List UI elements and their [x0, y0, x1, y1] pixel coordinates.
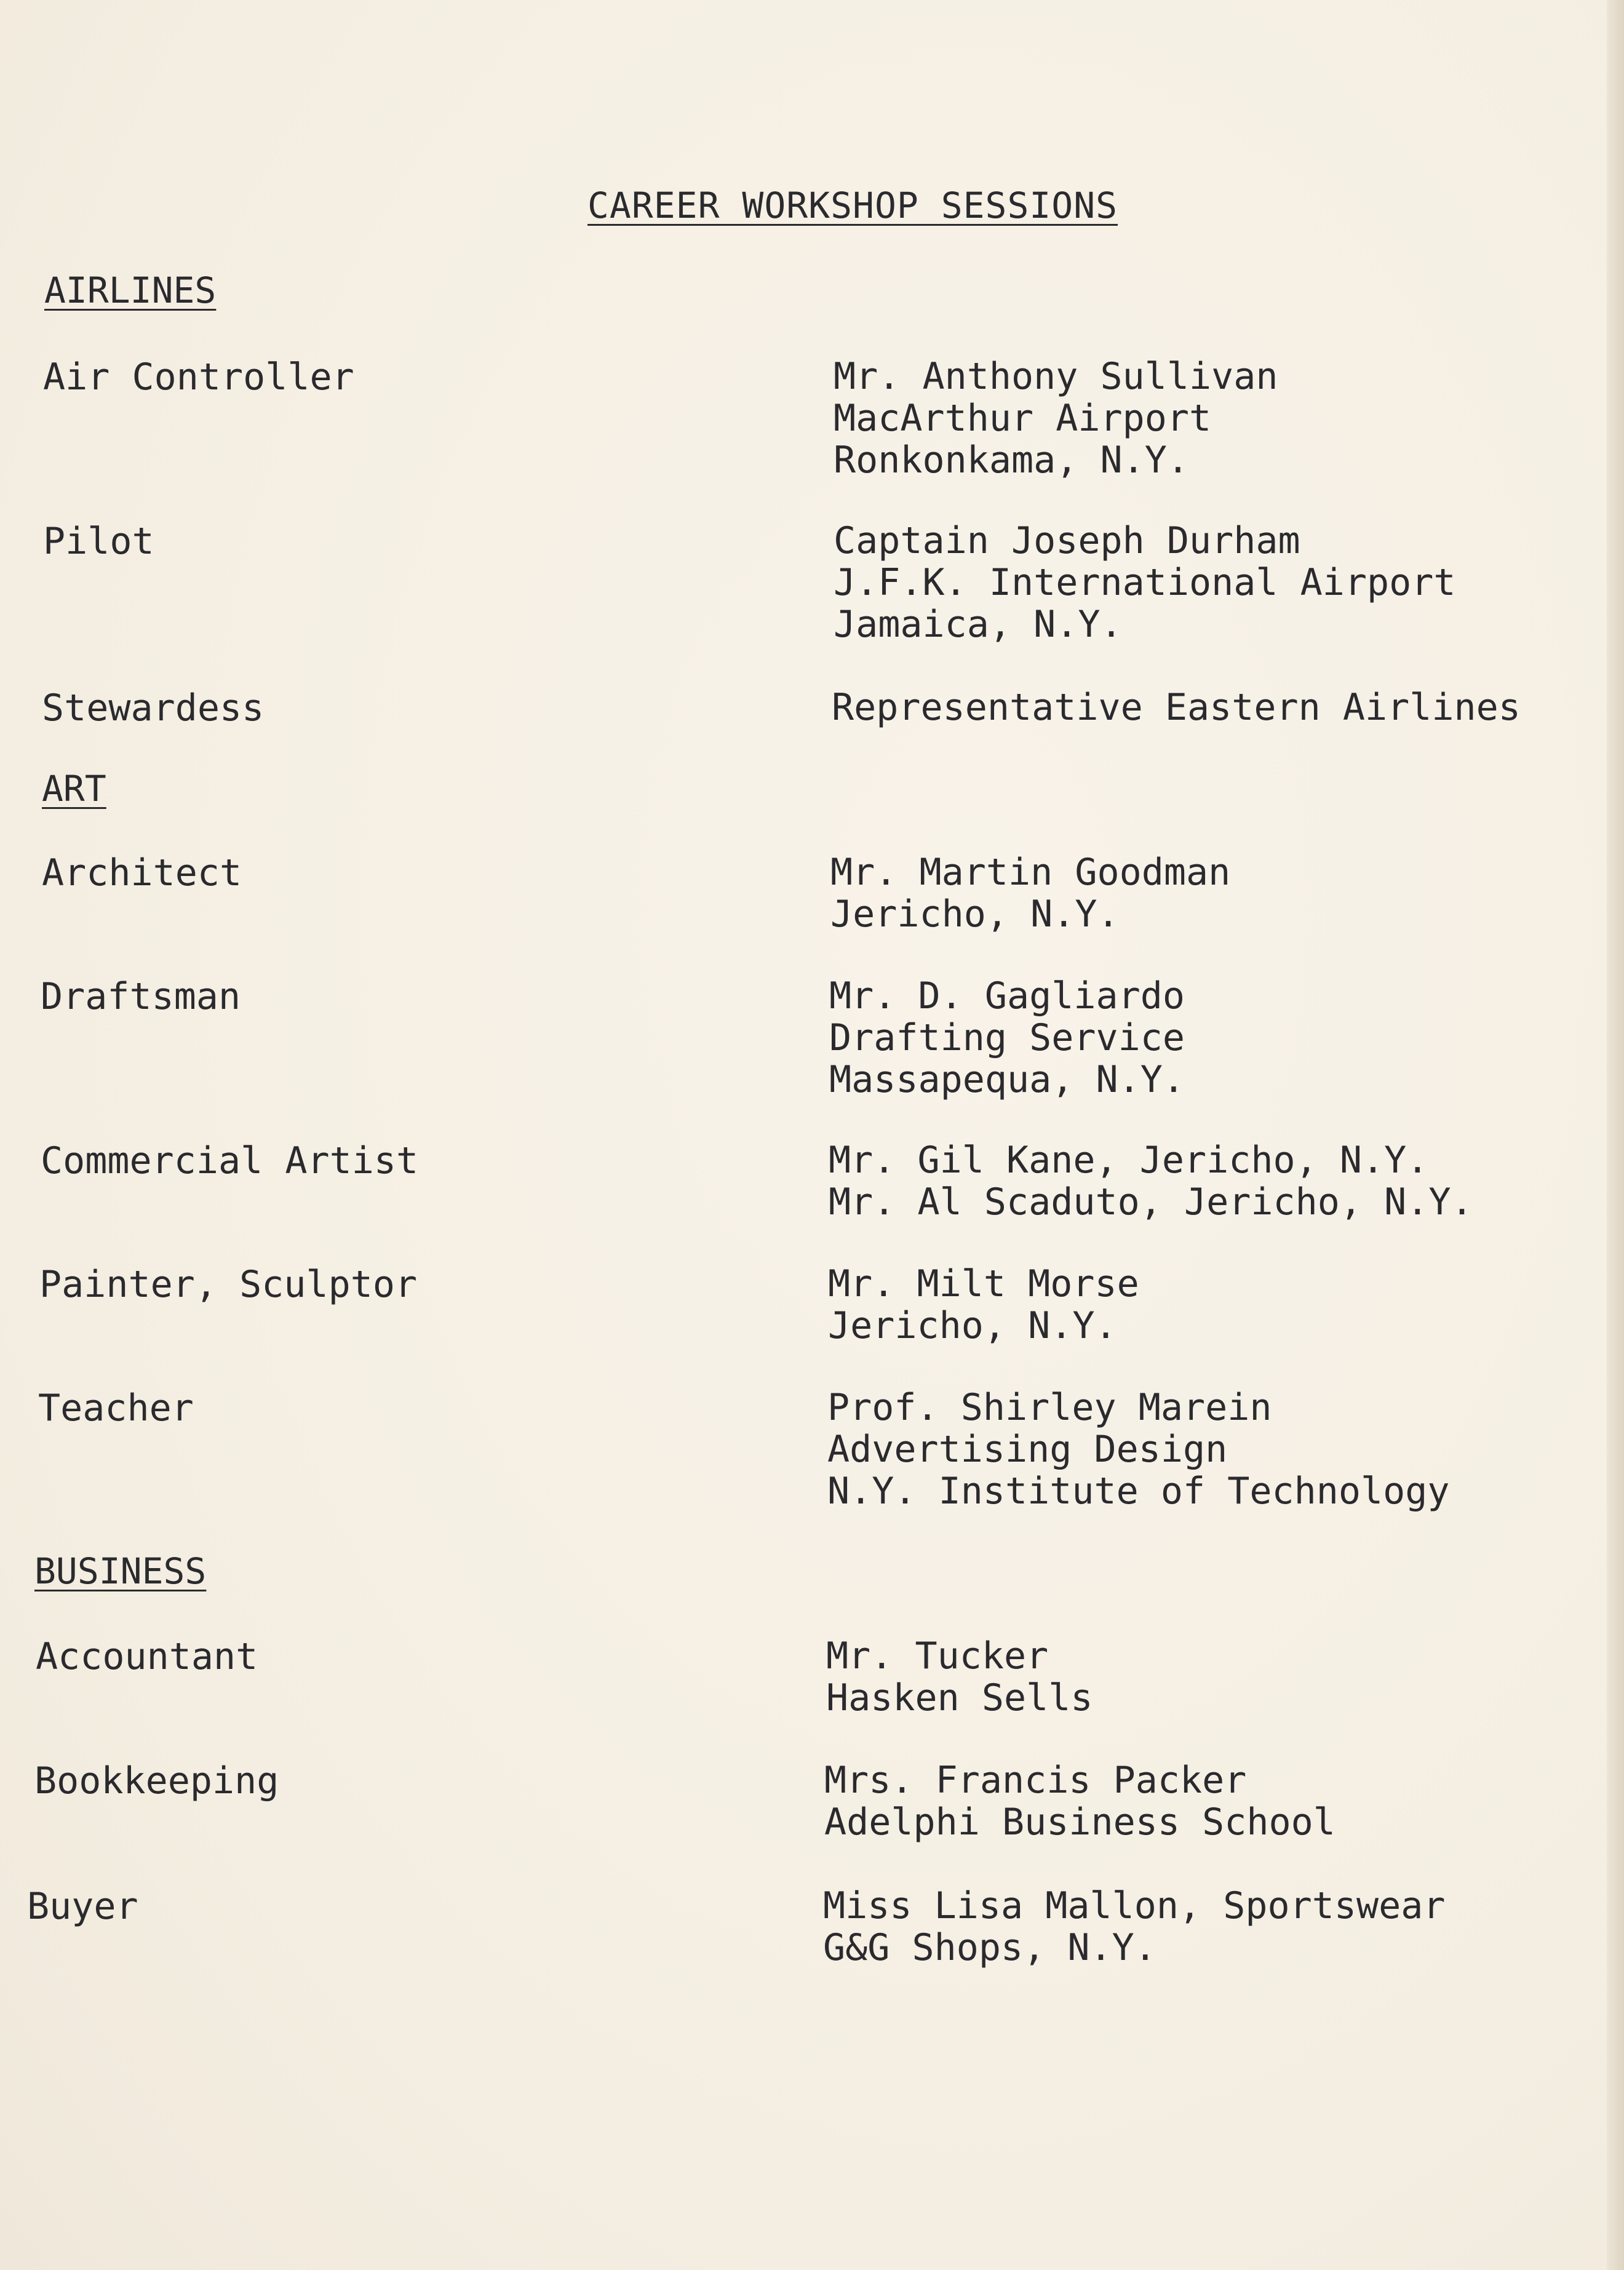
contact-accountant: [826, 1635, 1093, 1719]
contact-painter-sculptor: [828, 1263, 1139, 1347]
contact-line: Captain Joseph Durham: [834, 519, 1300, 562]
paper-edge: [1607, 0, 1624, 2270]
contact-line: Mr. D. Gagliardo: [829, 974, 1185, 1018]
contact-line: Ronkonkama, N.Y.: [834, 439, 1189, 482]
occupation-buyer: Buyer: [27, 1885, 138, 1928]
contact-line: Advertising Design: [827, 1428, 1228, 1471]
contact-line: Mr. Milt Morse: [828, 1262, 1139, 1305]
contact-line: Mr. Anthony Sullivan: [834, 355, 1278, 398]
contact-line: Prof. Shirley Marein: [827, 1386, 1272, 1429]
contact-line: Mr. Martin Goodman: [830, 851, 1231, 894]
section-heading-art: ART: [42, 768, 106, 810]
contact-line: Miss Lisa Mallon, Sportswear: [823, 1884, 1446, 1927]
contact-line: N.Y. Institute of Technology: [827, 1470, 1450, 1513]
occupation-bookkeeping: Bookkeeping: [34, 1759, 279, 1802]
occupation-draftsman: Draftsman: [41, 975, 241, 1018]
occupation-painter-sculptor: Painter, Sculptor: [39, 1263, 418, 1306]
contact-line: Massapequa, N.Y.: [829, 1058, 1185, 1101]
occupation-accountant: Accountant: [36, 1635, 258, 1678]
contact-line: Mr. Gil Kane, Jericho, N.Y.: [829, 1139, 1429, 1182]
contact-pilot: [834, 520, 1455, 645]
contact-line: Hasken Sells: [826, 1676, 1093, 1719]
contact-line: Mr. Al Scaduto, Jericho, N.Y.: [829, 1181, 1473, 1224]
contact-bookkeeping: [824, 1759, 1335, 1843]
contact-line: Jamaica, N.Y.: [834, 603, 1123, 646]
contact-air-controller: [834, 356, 1278, 481]
contact-line: Representative Eastern Airlines: [832, 686, 1521, 729]
contact-line: Jericho, N.Y.: [830, 893, 1120, 936]
contact-line: Mr. Tucker: [826, 1635, 1049, 1678]
contact-draftsman: [829, 975, 1185, 1101]
contact-line: Adelphi Business School: [824, 1801, 1335, 1844]
contact-line: G&G Shops, N.Y.: [823, 1926, 1156, 1969]
page-title: CAREER WORKSHOP SESSIONS: [587, 185, 1118, 226]
occupation-teacher: Teacher: [38, 1387, 194, 1430]
contact-line: J.F.K. International Airport: [834, 561, 1456, 604]
section-heading-airlines: AIRLINES: [44, 269, 217, 311]
occupation-pilot: Pilot: [43, 520, 154, 563]
contact-teacher: [827, 1387, 1449, 1512]
occupation-stewardess: Stewardess: [42, 687, 265, 730]
contact-line: Jericho, N.Y.: [828, 1304, 1117, 1347]
contact-stewardess: [832, 687, 1521, 728]
occupation-air-controller: Air Controller: [43, 356, 354, 399]
contact-line: MacArthur Airport: [834, 397, 1212, 440]
occupation-architect: Architect: [42, 851, 242, 894]
contact-buyer: [823, 1885, 1445, 1969]
contact-line: Mrs. Francis Packer: [824, 1759, 1247, 1802]
occupation-commercial-artist: Commercial Artist: [41, 1139, 419, 1182]
contact-architect: [830, 851, 1230, 935]
contact-commercial-artist: [829, 1139, 1473, 1223]
section-heading-business: BUSINESS: [34, 1550, 207, 1592]
contact-line: Drafting Service: [829, 1016, 1185, 1059]
